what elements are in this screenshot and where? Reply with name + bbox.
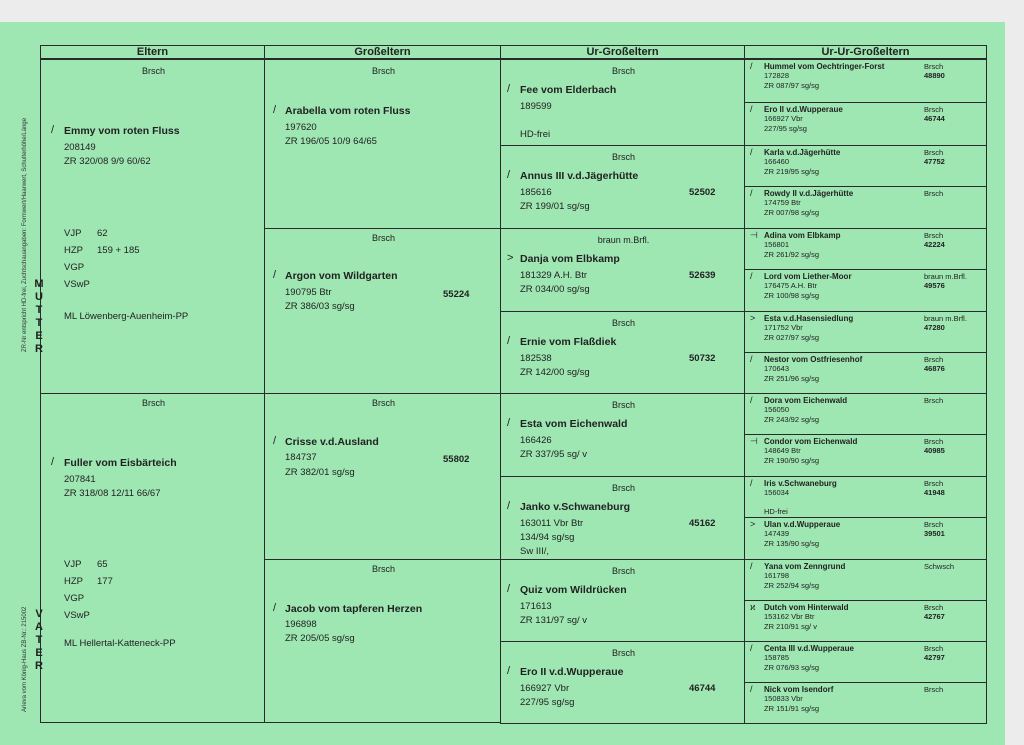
- great-great-grandparent-cell: [744, 311, 987, 353]
- great-grandparent-cell: [500, 393, 745, 477]
- zr-line: ZR 100/98 sg/sg: [764, 291, 820, 300]
- reg-number: 171752 Vbr: [764, 323, 803, 332]
- coat-color: Brsch: [611, 152, 635, 162]
- dog-name: Jacob vom tapferen Herzen: [285, 603, 423, 615]
- reg-number: 207841: [64, 474, 96, 485]
- reg-number: 158785: [764, 653, 790, 662]
- dog-name: Quiz vom Wildrücken: [520, 584, 627, 596]
- reg-number: 166927 Vbr: [520, 683, 570, 694]
- coat-color: Brsch: [924, 644, 944, 653]
- coat-color: Brsch: [141, 398, 165, 408]
- reg-number: 150833 Vbr: [764, 694, 803, 703]
- zr-line: ZR 131/97 sg/ v: [520, 615, 588, 626]
- title-key: VJP: [64, 228, 82, 239]
- grandparent-cell: [264, 228, 501, 394]
- reg-number: 197620: [285, 122, 317, 133]
- great-great-grandparent-cell: [744, 59, 987, 103]
- mark-icon: /: [507, 583, 511, 595]
- grandparent-cell: [264, 393, 501, 560]
- mark-icon: ⊣: [750, 230, 758, 240]
- parent-cell-father: [40, 393, 265, 723]
- coat-color: Brsch: [371, 66, 395, 76]
- mark-icon: >: [507, 252, 514, 264]
- extra-line: HD-frei: [764, 507, 788, 516]
- score: 46744: [689, 683, 716, 694]
- header-eltern: Eltern: [40, 45, 265, 60]
- grandparent-cell: [264, 559, 501, 723]
- coat-color: Brsch: [924, 62, 944, 71]
- coat-color: Brsch: [924, 685, 944, 694]
- mark-icon: /: [273, 602, 277, 614]
- dog-name: Iris v.Schwaneburg: [764, 479, 837, 488]
- great-great-grandparent-cell: [744, 559, 987, 601]
- reg-number: 166927 Vbr: [764, 114, 803, 123]
- score: 46876: [924, 364, 945, 373]
- mark-icon: /: [750, 643, 753, 653]
- great-grandparent-cell: [500, 476, 745, 560]
- dog-name: Nestor vom Ostfriesenhof: [764, 355, 863, 364]
- great-grandparent-cell: [500, 641, 745, 724]
- dog-name: Argon vom Wildgarten: [285, 270, 398, 282]
- zr-line: ZR 135/90 sg/sg: [764, 539, 820, 548]
- zr-line: ZR 196/05 10/9 64/65: [285, 136, 377, 147]
- ml-line: ML Löwenberg-Auenheim-PP: [64, 311, 189, 322]
- dog-name: Dora vom Eichenwald: [764, 396, 848, 405]
- mark-icon: /: [273, 435, 277, 447]
- coat-color: Brsch: [611, 648, 635, 658]
- reg-number: 166460: [764, 157, 790, 166]
- reg-number: 185616: [520, 187, 552, 198]
- father-side-label: VATER: [35, 608, 43, 672]
- great-grandparent-cell: [500, 228, 745, 312]
- coat-color: Brsch: [924, 396, 944, 405]
- title-key: VGP: [64, 593, 85, 604]
- title-val: 177: [97, 576, 113, 587]
- coat-color: Brsch: [924, 603, 944, 612]
- mark-icon: /: [507, 417, 511, 429]
- dog-name: Lord vom Liether-Moor: [764, 272, 852, 281]
- coat-color: Brsch: [611, 483, 635, 493]
- mother-side-label: MUTTER: [34, 278, 44, 355]
- dog-name: Condor vom Eichenwald: [764, 437, 858, 446]
- great-great-grandparent-cell: [744, 186, 987, 229]
- coat-color: Brsch: [924, 520, 944, 529]
- mark-icon: /: [750, 561, 753, 571]
- mark-icon: /: [750, 395, 753, 405]
- coat-color: Brsch: [611, 66, 635, 76]
- coat-color: Brsch: [611, 318, 635, 328]
- zr-line: ZR 337/95 sg/ v: [520, 449, 588, 460]
- coat-color: braun m.Brfl.: [924, 314, 967, 323]
- dog-name: Ero II v.d.Wupperaue: [764, 105, 843, 114]
- great-great-grandparent-cell: [744, 352, 987, 394]
- zr-line: ZR 252/94 sg/sg: [764, 581, 820, 590]
- dog-name: Adina vom Elbkamp: [764, 231, 841, 240]
- zr-line: ZR 142/00 sg/sg: [520, 367, 590, 378]
- coat-color: Brsch: [371, 398, 395, 408]
- reg-number: 171613: [520, 601, 552, 612]
- zr-line: ZR 027/97 sg/sg: [764, 333, 820, 342]
- dog-name: Ero II v.d.Wupperaue: [520, 666, 624, 678]
- reg-number: 156050: [764, 405, 790, 414]
- score: 50732: [689, 353, 716, 364]
- mark-icon: ϰ: [750, 602, 756, 612]
- great-great-grandparent-cell: [744, 517, 987, 560]
- header-grosseltern: Großeltern: [264, 45, 501, 60]
- reg-number: 170643: [764, 364, 790, 373]
- dog-name: Esta vom Eichenwald: [520, 418, 628, 430]
- dog-name: Emmy vom roten Fluss: [64, 125, 180, 137]
- dog-name: Fee vom Elderbach: [520, 84, 617, 96]
- coat-color: Brsch: [924, 148, 944, 157]
- zr-line: ZR 205/05 sg/sg: [285, 633, 355, 644]
- reg-number: 161798: [764, 571, 790, 580]
- great-grandparent-cell: [500, 59, 745, 146]
- mark-icon: /: [51, 456, 55, 468]
- title-key: VGP: [64, 262, 85, 273]
- score: 42224: [924, 240, 945, 249]
- zr-line: 227/95 sg/sg: [764, 124, 807, 133]
- score: 49576: [924, 281, 945, 290]
- great-great-grandparent-cell: [744, 682, 987, 724]
- reg-number: 153162 Vbr Btr: [764, 612, 815, 621]
- dog-name: Karla v.d.Jägerhütte: [764, 148, 841, 157]
- mark-icon: /: [507, 169, 511, 181]
- coat-color: Brsch: [371, 564, 395, 574]
- dog-name: Janko v.Schwaneburg: [520, 501, 631, 513]
- great-grandparent-cell: [500, 145, 745, 229]
- zr-line: ZR 261/92 sg/sg: [764, 250, 820, 259]
- great-great-grandparent-cell: [744, 269, 987, 312]
- score: 47280: [924, 323, 945, 332]
- ml-line: ML Hellertal-Katteneck-PP: [64, 638, 176, 649]
- coat-color: Schwsch: [924, 562, 955, 571]
- zr-line: ZR 210/91 sg/ v: [764, 622, 817, 631]
- zr-line: ZR 199/01 sg/sg: [520, 201, 590, 212]
- mark-icon: /: [273, 104, 277, 116]
- coat-color: Brsch: [611, 566, 635, 576]
- coat-color: Brsch: [924, 231, 944, 240]
- reg-number: 189599: [520, 101, 552, 112]
- dog-name: Annus III v.d.Jägerhütte: [520, 170, 639, 182]
- title-val: 62: [97, 228, 108, 239]
- score: 39501: [924, 529, 945, 538]
- score: 40985: [924, 446, 945, 455]
- mark-icon: /: [507, 665, 511, 677]
- reg-number: 163011 Vbr Btr: [520, 518, 584, 529]
- score: 55802: [443, 454, 470, 465]
- title-val: 65: [97, 559, 108, 570]
- mark-icon: /: [507, 335, 511, 347]
- header-ur-grosseltern: Ur-Großeltern: [500, 45, 745, 60]
- dog-name: Centa III v.d.Wupperaue: [764, 644, 854, 653]
- title-key: HZP: [64, 576, 83, 587]
- reg-number: 181329 A.H. Btr: [520, 270, 588, 281]
- coat-color: Brsch: [924, 105, 944, 114]
- mark-icon: /: [750, 354, 753, 364]
- coat-color: Brsch: [611, 400, 635, 410]
- dog-name: Arabella vom roten Fluss: [285, 105, 411, 117]
- title-key: VJP: [64, 559, 82, 570]
- score: 55224: [443, 289, 470, 300]
- dog-name: Ernie vom Flaßdiek: [520, 336, 617, 348]
- coat-color: Brsch: [924, 479, 944, 488]
- reg-number: 147439: [764, 529, 790, 538]
- title-key: VSwP: [64, 610, 90, 621]
- zr-line: 227/95 sg/sg: [520, 697, 575, 708]
- coat-color: braun m.Brfl.: [924, 272, 967, 281]
- reg-number: 196898: [285, 619, 317, 630]
- side-note-bottom: Arieva vom König-Haus ZB-Nr.: 215002: [22, 606, 28, 712]
- zr-line: ZR 007/98 sg/sg: [764, 208, 820, 217]
- great-great-grandparent-cell: [744, 600, 987, 642]
- zr-line: ZR 151/91 sg/sg: [764, 704, 820, 713]
- mark-icon: >: [750, 313, 756, 323]
- great-great-grandparent-cell: [744, 145, 987, 187]
- zr-line: ZR 076/93 sg/sg: [764, 663, 820, 672]
- zr-line: ZR 087/97 sg/sg: [764, 81, 820, 90]
- great-great-grandparent-cell: [744, 641, 987, 683]
- score: 47752: [924, 157, 945, 166]
- score: 52639: [689, 270, 716, 281]
- reg-number: 148649 Btr: [764, 446, 801, 455]
- zr-line: ZR 382/01 sg/sg: [285, 467, 355, 478]
- extra-line: HD-frei: [520, 129, 551, 140]
- mark-icon: /: [750, 684, 753, 694]
- score: 46744: [924, 114, 945, 123]
- mark-icon: /: [507, 83, 511, 95]
- dog-name: Danja vom Elbkamp: [520, 253, 620, 265]
- mark-icon: ⊣: [750, 436, 758, 446]
- reg-number: 156801: [764, 240, 790, 249]
- score: 42767: [924, 612, 945, 621]
- dog-name: Dutch vom Hinterwald: [764, 603, 849, 612]
- great-great-grandparent-cell: [744, 434, 987, 477]
- dog-name: Hummel vom Oechtringer-Forst: [764, 62, 885, 71]
- zr-line: ZR 243/92 sg/sg: [764, 415, 820, 424]
- mark-icon: /: [750, 104, 753, 114]
- mark-icon: /: [750, 61, 753, 71]
- mark-icon: /: [750, 188, 753, 198]
- reg-number: 182538: [520, 353, 552, 364]
- score: 41948: [924, 488, 945, 497]
- reg-number: 174759 Btr: [764, 198, 801, 207]
- grandparent-cell: [264, 59, 501, 229]
- reg-number: 208149: [64, 142, 96, 153]
- mark-icon: /: [273, 269, 277, 281]
- coat-color: braun m.Brfl.: [597, 235, 650, 245]
- zr-line: ZR 318/08 12/11 66/67: [64, 488, 161, 499]
- zr-line: ZR 320/08 9/9 60/62: [64, 156, 151, 167]
- dog-name: Ulan v.d.Wupperaue: [764, 520, 841, 529]
- great-great-grandparent-cell: [744, 228, 987, 270]
- score: 52502: [689, 187, 716, 198]
- coat-color: Brsch: [924, 437, 944, 446]
- zr-line: 134/94 sg/sg: [520, 532, 575, 543]
- reg-number: 166426: [520, 435, 552, 446]
- mark-icon: /: [750, 478, 753, 488]
- score: 45162: [689, 518, 716, 529]
- header-ur-ur-grosseltern: Ur-Ur-Großeltern: [744, 45, 987, 60]
- dog-name: Fuller vom Eisbärteich: [64, 457, 177, 469]
- coat-color: Brsch: [924, 355, 944, 364]
- dog-name: Rowdy II v.d.Jägerhütte: [764, 189, 854, 198]
- dog-name: Esta v.d.Hasensiedlung: [764, 314, 854, 323]
- score: 48890: [924, 71, 945, 80]
- title-val: 159 + 185: [97, 245, 140, 256]
- side-note-top: ZR-Nr entspricht HD-frei, Zuchtschauangaben: Formwert/Haarwert, Schulterhöhe/Länge: [22, 117, 28, 352]
- dog-name: Yana vom Zenngrund: [764, 562, 846, 571]
- mark-icon: /: [51, 124, 55, 136]
- coat-color: Brsch: [141, 66, 165, 76]
- coat-color: Brsch: [924, 189, 944, 198]
- zr-line: ZR 190/90 sg/sg: [764, 456, 820, 465]
- mark-icon: >: [750, 519, 756, 529]
- mark-icon: /: [750, 271, 753, 281]
- great-great-grandparent-cell: [744, 102, 987, 146]
- title-key: HZP: [64, 245, 83, 256]
- great-great-grandparent-cell: [744, 476, 987, 518]
- great-grandparent-cell: [500, 559, 745, 642]
- mark-icon: /: [507, 500, 511, 512]
- great-great-grandparent-cell: [744, 393, 987, 435]
- zr-line: ZR 386/03 sg/sg: [285, 301, 355, 312]
- reg-number: 172828: [764, 71, 790, 80]
- parent-cell-mother: [40, 59, 265, 394]
- score: 42797: [924, 653, 945, 662]
- reg-number: 184737: [285, 452, 317, 463]
- title-key: VSwP: [64, 279, 90, 290]
- extra-line: Sw III/,: [520, 546, 550, 557]
- zr-line: ZR 251/96 sg/sg: [764, 374, 820, 383]
- great-grandparent-cell: [500, 311, 745, 394]
- reg-number: 156034: [764, 488, 790, 497]
- reg-number: 190795 Btr: [285, 287, 332, 298]
- dog-name: Crisse v.d.Ausland: [285, 436, 379, 448]
- coat-color: Brsch: [371, 233, 395, 243]
- mark-icon: /: [750, 147, 753, 157]
- zr-line: ZR 219/95 sg/sg: [764, 167, 820, 176]
- zr-line: ZR 034/00 sg/sg: [520, 284, 590, 295]
- dog-name: Nick vom Isendorf: [764, 685, 834, 694]
- reg-number: 176475 A.H. Btr: [764, 281, 817, 290]
